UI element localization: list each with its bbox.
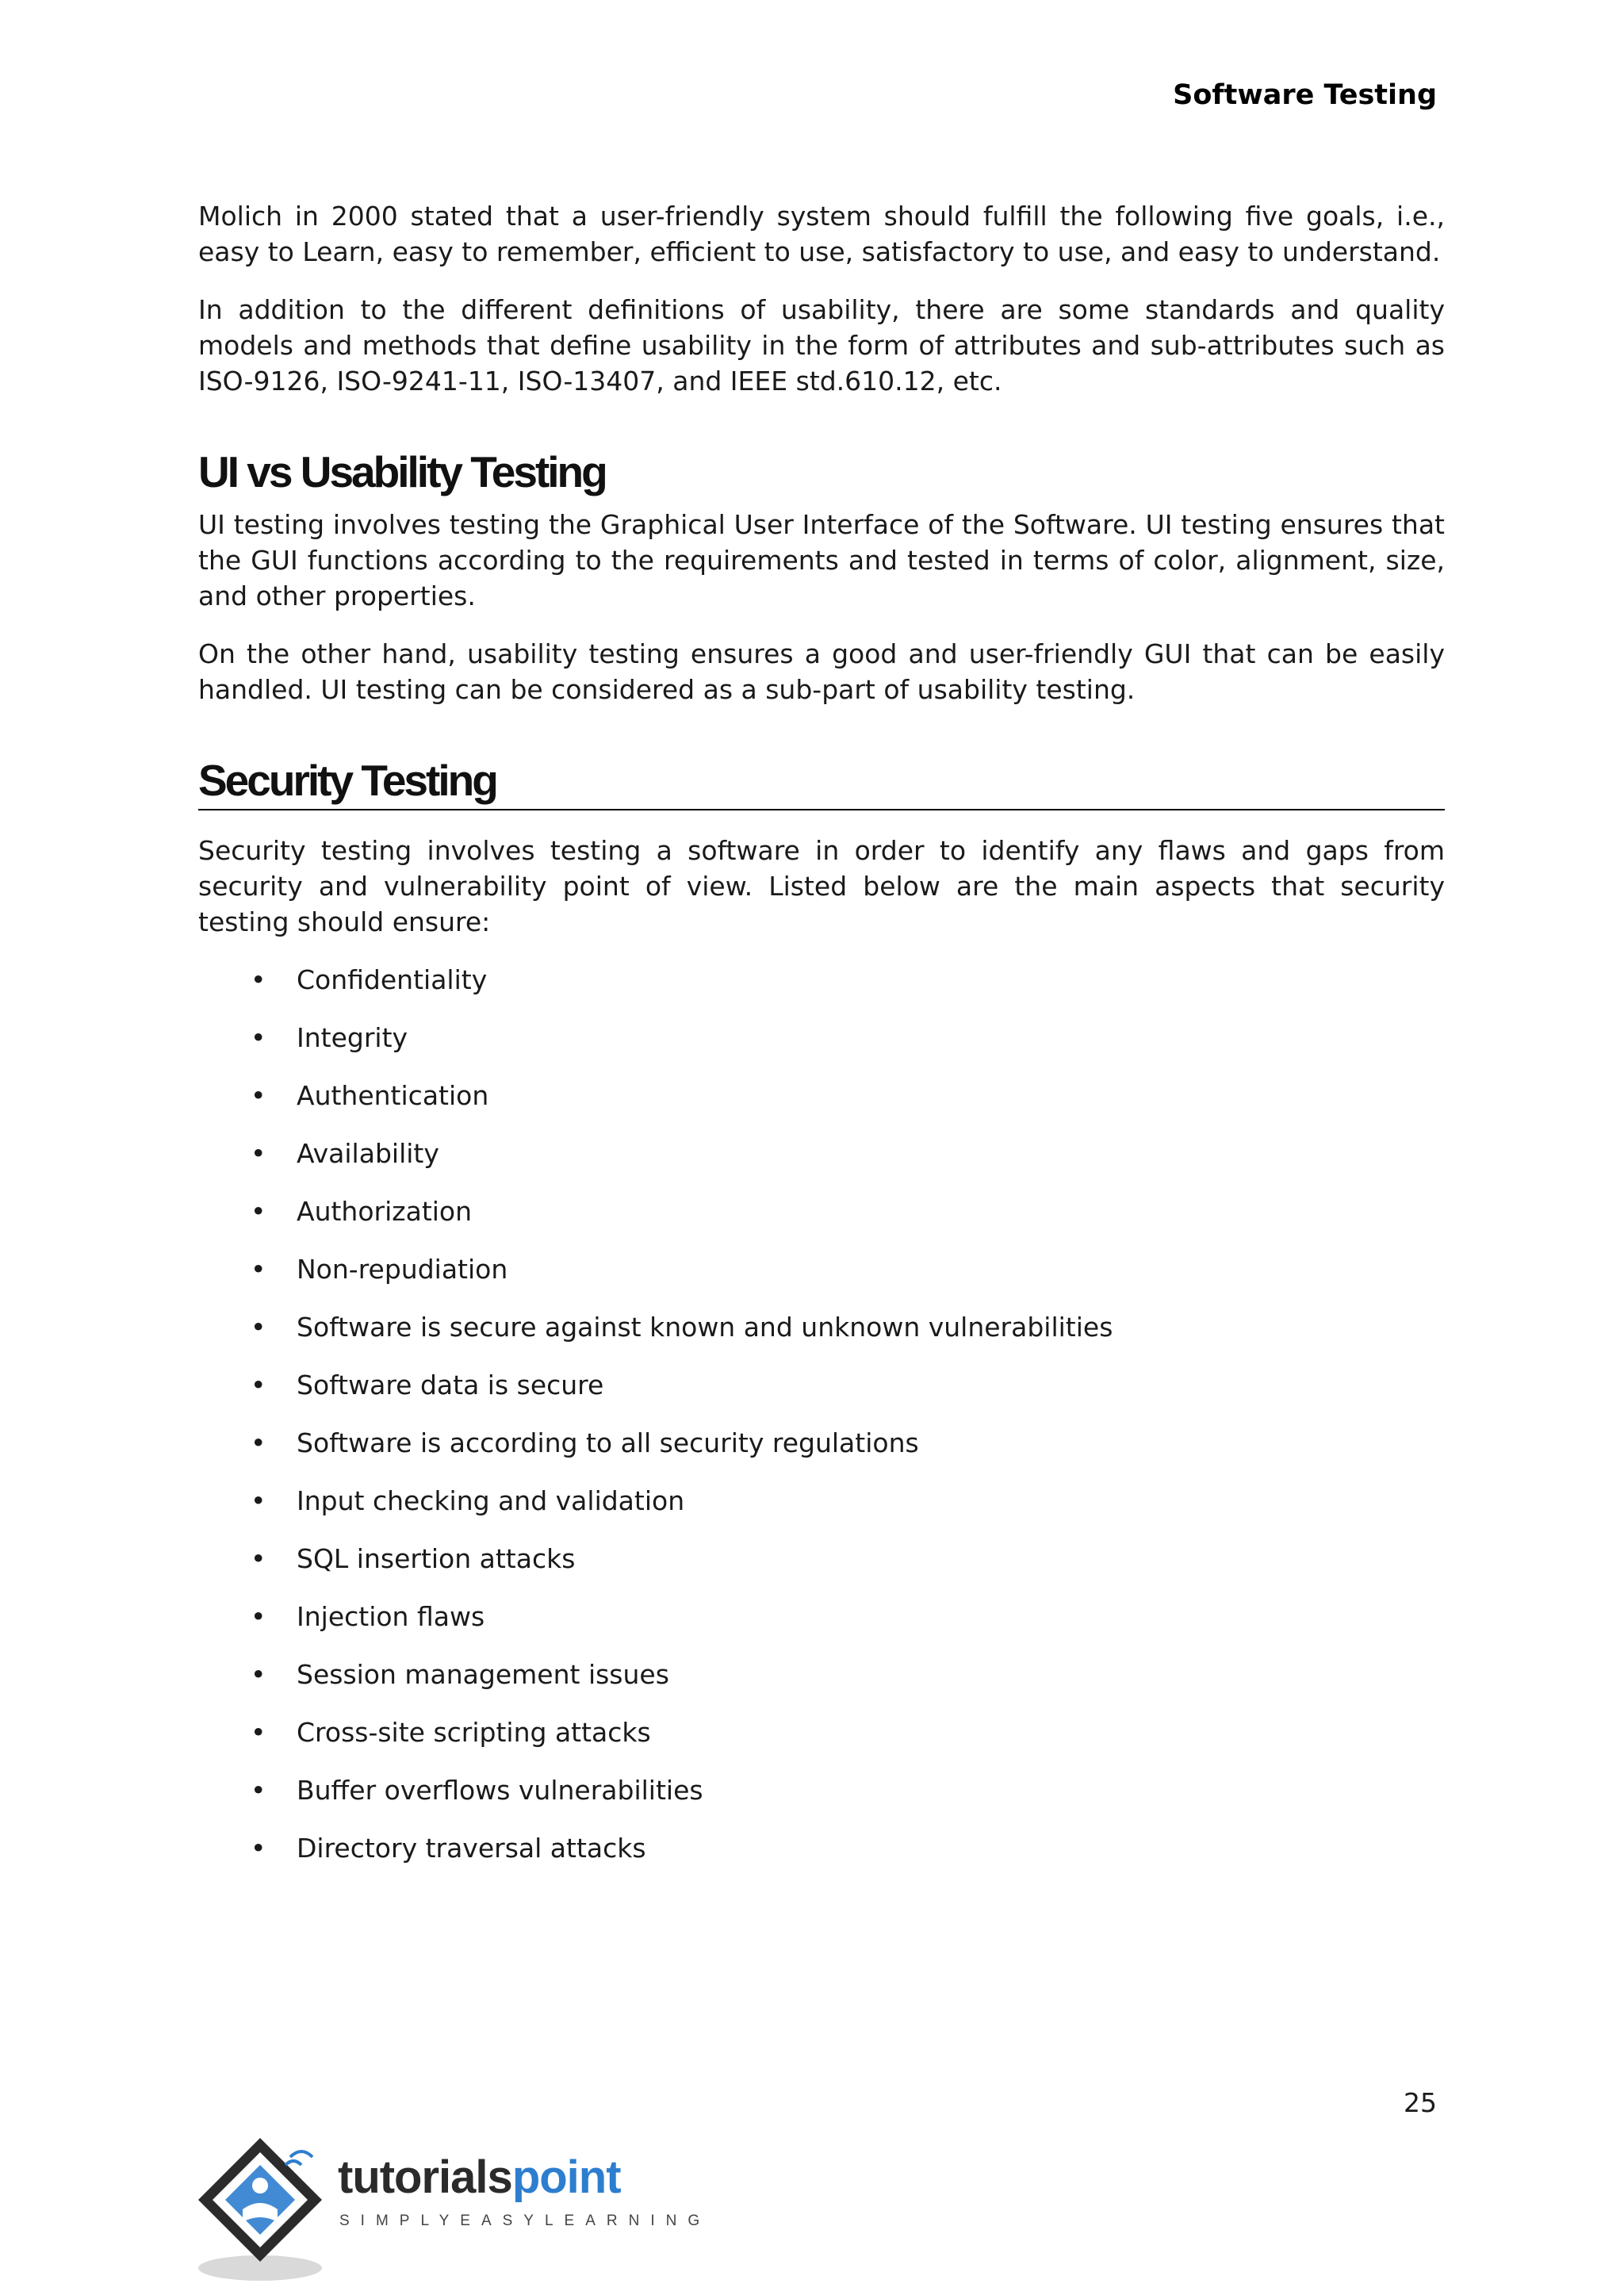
logo-tagline: SIMPLYEASYLEARNING <box>339 2213 711 2229</box>
list-item: • SQL insertion attacks <box>198 1541 1445 1599</box>
bullet-icon: • <box>251 1717 266 1748</box>
list-item: • Software is according to all security regulations <box>198 1425 1445 1483</box>
list-item: • Session management issues <box>198 1657 1445 1715</box>
logo-wordmark: tutorialspoint <box>338 2151 621 2203</box>
bullet-icon: • <box>251 964 266 995</box>
bullet-icon: • <box>251 1138 266 1169</box>
page-content <box>198 198 1445 1888</box>
running-header: Software Testing <box>1173 79 1437 111</box>
page-number: 25 <box>1404 2087 1437 2118</box>
ui-paragraph-2: On the other hand, usability testing ensures a good and user-friendly GUI that can be easily handled. UI testing can be considered as a sub-part of usability testing. <box>198 638 1445 705</box>
security-aspects-list <box>198 962 1445 1888</box>
list-item: • Software data is secure <box>198 1367 1445 1425</box>
bullet-icon: • <box>251 1833 266 1864</box>
intro-paragraph-1: Molich in 2000 stated that a user-friendly system should fulfill the following five goals, i.e., easy to Learn, easy to remember, efficient to use, satisfactory to use, and easy to understand. <box>198 201 1445 267</box>
list-item: • Cross-site scripting attacks <box>198 1715 1445 1772</box>
bullet-icon: • <box>251 1485 266 1516</box>
bullet-icon: • <box>251 1312 266 1343</box>
ui-paragraph-1: UI testing involves testing the Graphical User Interface of the Software. UI testing ensures that the GUI functions according to the requirements and tested in terms of color, alignment, size, and other properties. <box>198 509 1445 611</box>
bullet-icon: • <box>251 1775 266 1806</box>
bullet-icon: • <box>251 1427 266 1458</box>
list-item: • Buffer overflows vulnerabilities <box>198 1772 1445 1830</box>
intro-paragraph-2: In addition to the different definitions of usability, there are some standards and quality models and methods that define usability in the form of attributes and sub-attributes such as ISO-9126, ISO-9241-11, ISO-13407, and IEEE std.610.12, etc. <box>198 294 1445 397</box>
list-item: • Directory traversal attacks <box>198 1830 1445 1888</box>
list-item: • Availability <box>198 1136 1445 1193</box>
security-testing-heading: Security Testing <box>198 753 1445 810</box>
bullet-icon: • <box>251 1254 266 1285</box>
logo-emblem-icon <box>197 2133 339 2284</box>
list-item: • Input checking and validation <box>198 1483 1445 1541</box>
list-item: • Software is secure against known and unknown vulnerabilities <box>198 1309 1445 1367</box>
ui-vs-usability-heading: UI vs Usability Testing <box>198 447 606 496</box>
bullet-icon: • <box>251 1022 266 1053</box>
list-item: • Confidentiality <box>198 962 1445 1020</box>
list-item: • Non-repudiation <box>198 1251 1445 1309</box>
list-item: • Authentication <box>198 1078 1445 1136</box>
bullet-icon: • <box>251 1370 266 1400</box>
list-item: • Integrity <box>198 1020 1445 1078</box>
bullet-icon: • <box>251 1543 266 1574</box>
list-item: • Authorization <box>198 1193 1445 1251</box>
list-item: • Injection flaws <box>198 1599 1445 1657</box>
bullet-icon: • <box>251 1196 266 1227</box>
bullet-icon: • <box>251 1601 266 1632</box>
bullet-icon: • <box>251 1659 266 1690</box>
security-paragraph: Security testing involves testing a software in order to identify any flaws and gaps from security and vulnerability point of view. Listed below are the main aspects that security testing should ensure: <box>198 835 1445 937</box>
tutorialspoint-logo <box>197 2133 711 2284</box>
bullet-icon: • <box>251 1080 266 1111</box>
